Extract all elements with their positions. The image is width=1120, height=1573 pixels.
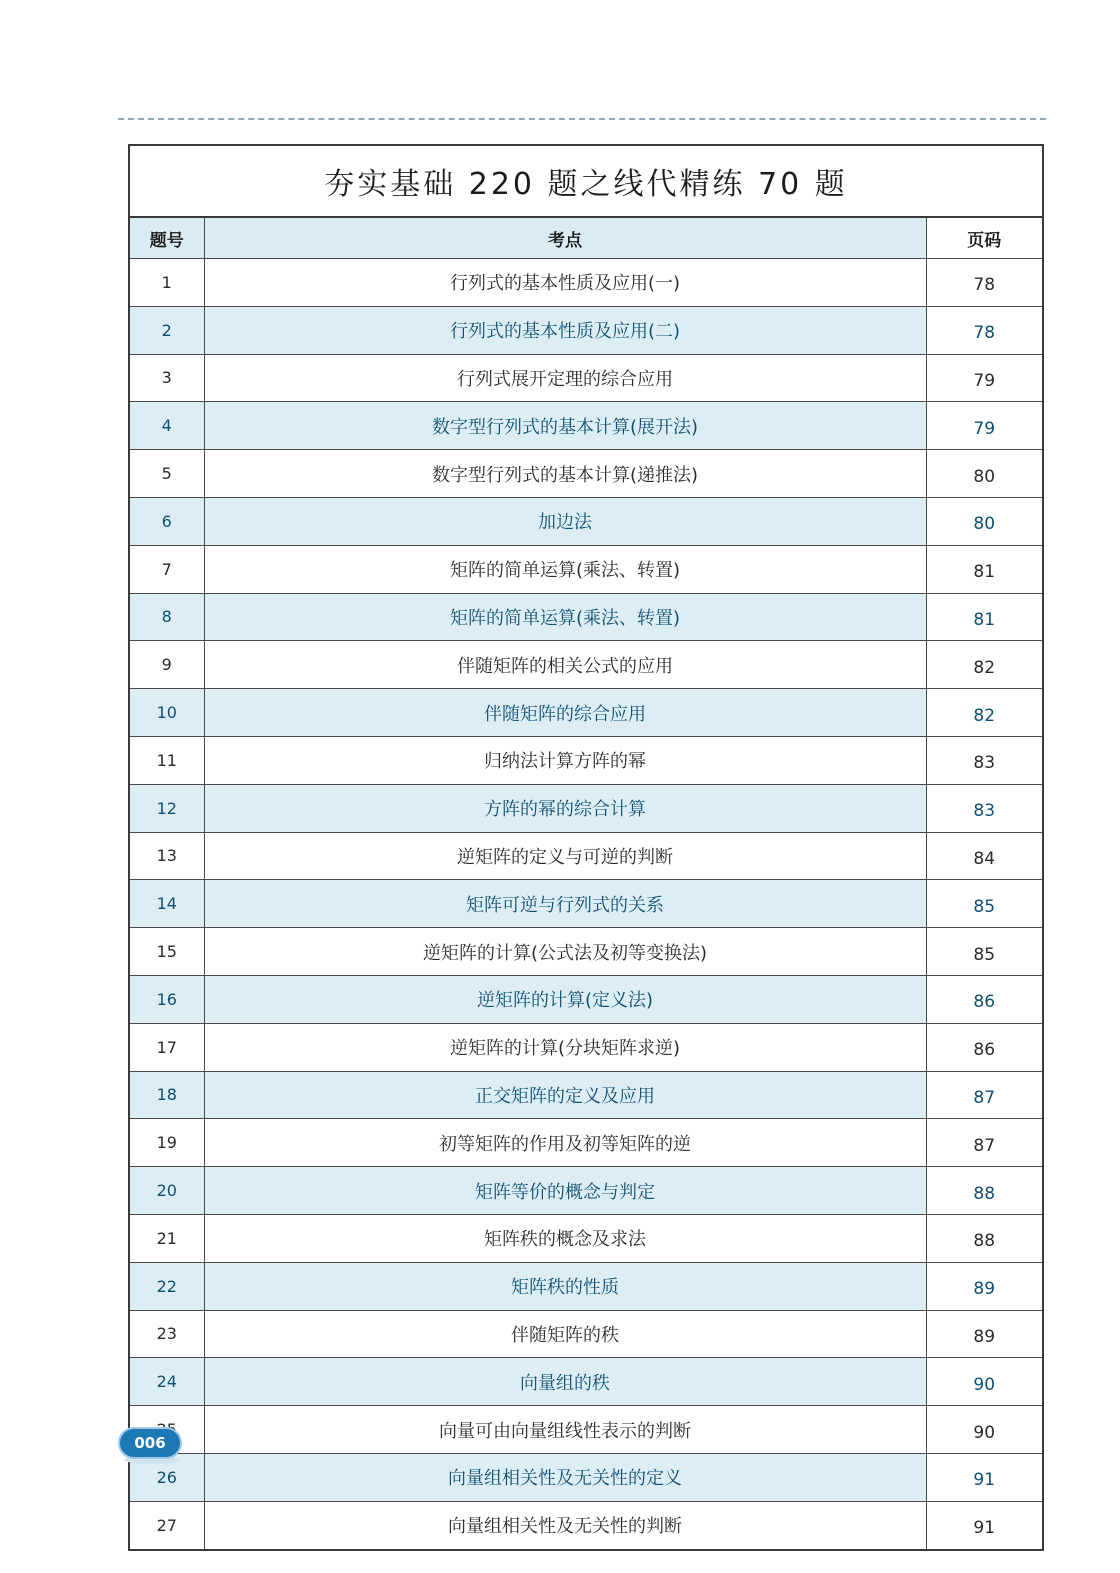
row-page: 90	[926, 1358, 1042, 1406]
row-number: 27	[130, 1501, 204, 1548]
row-number: 9	[130, 641, 204, 689]
row-topic: 矩阵可逆与行列式的关系	[204, 880, 926, 928]
row-number: 21	[130, 1214, 204, 1262]
row-topic: 数字型行列式的基本计算(展开法)	[204, 402, 926, 450]
table-row	[130, 880, 1042, 928]
table-row	[130, 545, 1042, 593]
row-topic: 逆矩阵的计算(定义法)	[204, 975, 926, 1023]
row-page: 85	[926, 928, 1042, 976]
row-page: 91	[926, 1453, 1042, 1501]
row-number: 12	[130, 784, 204, 832]
table-row	[130, 641, 1042, 689]
header-number: 题号	[130, 218, 204, 259]
row-number: 5	[130, 450, 204, 498]
row-page: 83	[926, 784, 1042, 832]
row-page: 80	[926, 450, 1042, 498]
row-topic: 向量组相关性及无关性的定义	[204, 1453, 926, 1501]
row-topic: 正交矩阵的定义及应用	[204, 1071, 926, 1119]
dashed-top-rule	[118, 118, 1046, 120]
row-page: 80	[926, 497, 1042, 545]
row-number: 13	[130, 832, 204, 880]
contents-table-frame	[128, 144, 1044, 1551]
table-row	[130, 1167, 1042, 1215]
table-row	[130, 354, 1042, 402]
table-row	[130, 1119, 1042, 1167]
table-row	[130, 975, 1042, 1023]
row-topic: 方阵的幂的综合计算	[204, 784, 926, 832]
table-row	[130, 1023, 1042, 1071]
row-topic: 向量可由向量组线性表示的判断	[204, 1406, 926, 1454]
row-page: 85	[926, 880, 1042, 928]
row-topic: 矩阵秩的性质	[204, 1262, 926, 1310]
row-topic: 矩阵等价的概念与判定	[204, 1167, 926, 1215]
row-number: 23	[130, 1310, 204, 1358]
row-topic: 向量组相关性及无关性的判断	[204, 1501, 926, 1548]
row-page: 87	[926, 1071, 1042, 1119]
row-page: 86	[926, 1023, 1042, 1071]
table-row	[130, 1310, 1042, 1358]
row-topic: 初等矩阵的作用及初等矩阵的逆	[204, 1119, 926, 1167]
row-topic: 向量组的秩	[204, 1358, 926, 1406]
table-row	[130, 1453, 1042, 1501]
row-topic: 行列式展开定理的综合应用	[204, 354, 926, 402]
row-topic: 矩阵的简单运算(乘法、转置)	[204, 593, 926, 641]
row-number: 18	[130, 1071, 204, 1119]
table-row	[130, 497, 1042, 545]
row-number: 20	[130, 1167, 204, 1215]
table-body	[130, 259, 1042, 1549]
table-row	[130, 306, 1042, 354]
row-topic: 数字型行列式的基本计算(递推法)	[204, 450, 926, 498]
row-page: 81	[926, 545, 1042, 593]
row-number: 15	[130, 928, 204, 976]
row-topic: 逆矩阵的计算(公式法及初等变换法)	[204, 928, 926, 976]
row-number: 2	[130, 306, 204, 354]
row-topic: 伴随矩阵的秩	[204, 1310, 926, 1358]
header-topic: 考点	[204, 218, 926, 259]
page-number-badge: 006	[118, 1427, 182, 1459]
table-row	[130, 259, 1042, 307]
row-page: 79	[926, 354, 1042, 402]
table-row	[130, 1358, 1042, 1406]
row-topic: 归纳法计算方阵的幂	[204, 736, 926, 784]
row-number: 26	[130, 1453, 204, 1501]
row-number: 17	[130, 1023, 204, 1071]
row-page: 81	[926, 593, 1042, 641]
contents-table	[130, 218, 1042, 1549]
header-page: 页码	[926, 218, 1042, 259]
row-number: 10	[130, 689, 204, 737]
table-title: 夯实基础 220 题之线代精练 70 题	[130, 146, 1042, 218]
table-row	[130, 450, 1042, 498]
row-number: 19	[130, 1119, 204, 1167]
row-topic: 逆矩阵的计算(分块矩阵求逆)	[204, 1023, 926, 1071]
row-page: 82	[926, 689, 1042, 737]
row-topic: 加边法	[204, 497, 926, 545]
row-number: 1	[130, 259, 204, 307]
row-page: 78	[926, 259, 1042, 307]
row-page: 84	[926, 832, 1042, 880]
row-topic: 伴随矩阵的相关公式的应用	[204, 641, 926, 689]
table-row	[130, 689, 1042, 737]
row-page: 83	[926, 736, 1042, 784]
row-number: 22	[130, 1262, 204, 1310]
row-number: 11	[130, 736, 204, 784]
table-row	[130, 402, 1042, 450]
row-topic: 行列式的基本性质及应用(二)	[204, 306, 926, 354]
row-page: 89	[926, 1310, 1042, 1358]
table-row	[130, 1406, 1042, 1454]
row-page: 79	[926, 402, 1042, 450]
row-page: 78	[926, 306, 1042, 354]
row-number: 14	[130, 880, 204, 928]
row-page: 87	[926, 1119, 1042, 1167]
table-row	[130, 1071, 1042, 1119]
row-number: 6	[130, 497, 204, 545]
table-row	[130, 593, 1042, 641]
row-page: 91	[926, 1501, 1042, 1548]
row-number: 8	[130, 593, 204, 641]
row-number: 16	[130, 975, 204, 1023]
row-page: 82	[926, 641, 1042, 689]
row-number: 4	[130, 402, 204, 450]
row-page: 88	[926, 1214, 1042, 1262]
table-header-row	[130, 218, 1042, 259]
row-topic: 矩阵秩的概念及求法	[204, 1214, 926, 1262]
table-row	[130, 928, 1042, 976]
table-row	[130, 784, 1042, 832]
row-page: 88	[926, 1167, 1042, 1215]
row-number: 7	[130, 545, 204, 593]
table-row	[130, 1501, 1042, 1548]
row-page: 86	[926, 975, 1042, 1023]
row-page: 90	[926, 1406, 1042, 1454]
table-row	[130, 1214, 1042, 1262]
table-row	[130, 832, 1042, 880]
row-page: 89	[926, 1262, 1042, 1310]
row-topic: 矩阵的简单运算(乘法、转置)	[204, 545, 926, 593]
table-row	[130, 1262, 1042, 1310]
row-topic: 行列式的基本性质及应用(一)	[204, 259, 926, 307]
table-row	[130, 736, 1042, 784]
row-number: 24	[130, 1358, 204, 1406]
row-topic: 伴随矩阵的综合应用	[204, 689, 926, 737]
row-number: 3	[130, 354, 204, 402]
row-topic: 逆矩阵的定义与可逆的判断	[204, 832, 926, 880]
